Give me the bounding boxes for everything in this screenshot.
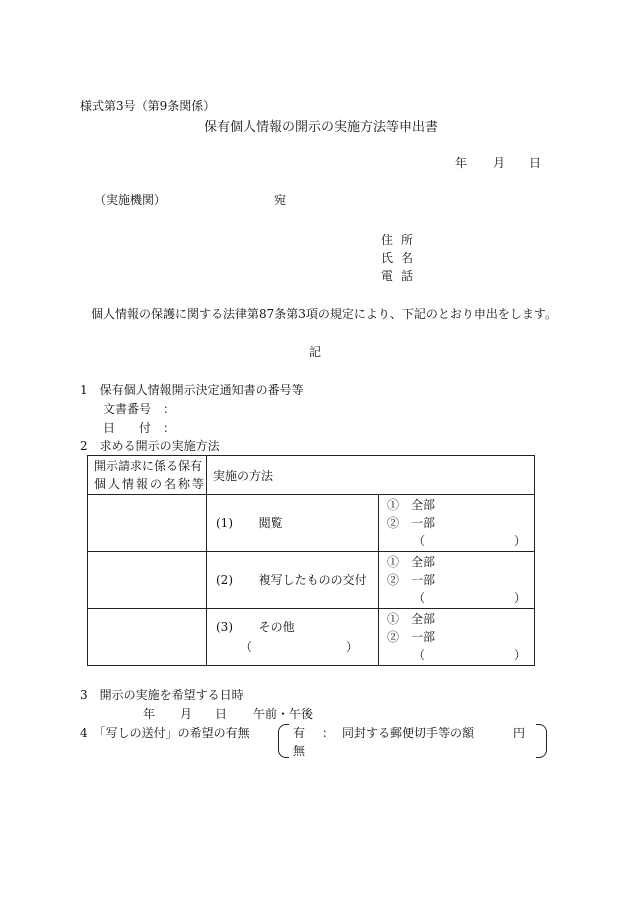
- header-info-name: 開示請求に係る保有 個人情報の名称等: [88, 456, 207, 495]
- option-part[interactable]: ② 一部: [387, 630, 436, 644]
- other-detail-field[interactable]: （ ）: [240, 640, 358, 654]
- page-title: 保有個人情報の開示の実施方法等申出書: [204, 120, 439, 135]
- date-year: 年: [455, 156, 468, 170]
- applicant-name-label: 氏名: [381, 251, 422, 265]
- option-all[interactable]: ① 全部: [387, 612, 436, 626]
- section3-day: 日: [215, 707, 228, 721]
- table-row: [88, 495, 535, 552]
- methods-table: [87, 455, 535, 666]
- part-detail-field[interactable]: （ ）: [413, 591, 527, 605]
- doc-number-label: 文書番号 ：: [103, 402, 176, 416]
- option-yes[interactable]: 有: [293, 726, 306, 740]
- table-header-row: [88, 456, 535, 495]
- right-bracket: [536, 724, 547, 758]
- applicant-phone-label: 電話: [381, 269, 422, 283]
- date-month: 月: [493, 156, 506, 170]
- recipient-agency: （実施機関）: [94, 193, 167, 207]
- applicant-address-label: 住所: [381, 233, 422, 247]
- options-cell: [379, 552, 535, 609]
- section4-heading: 4 「写しの送付」の希望の有無: [80, 726, 250, 740]
- doc-date-label: 日 付 ：: [103, 421, 176, 435]
- section3-heading: 3 開示の実施を希望する日時: [80, 688, 244, 702]
- method-cell-view: (1) 閲覧: [207, 495, 379, 552]
- method-cell-copy: (2) 複写したものの交付: [207, 552, 379, 609]
- info-name-cell[interactable]: [88, 495, 207, 552]
- option-part[interactable]: ② 一部: [387, 516, 436, 530]
- note-heading: 記: [309, 345, 322, 359]
- info-name-cell[interactable]: [88, 609, 207, 666]
- part-detail-field[interactable]: （ ）: [413, 534, 527, 548]
- yes-detail: 同封する郵便切手等の額: [342, 726, 475, 740]
- yen-unit: 円: [513, 726, 526, 740]
- table-row: [88, 609, 535, 666]
- section3-year: 年: [143, 707, 156, 721]
- part-detail-field[interactable]: （ ）: [413, 648, 527, 662]
- date-day: 日: [529, 156, 542, 170]
- option-all[interactable]: ① 全部: [387, 555, 436, 569]
- options-cell: [379, 609, 535, 666]
- section3-am-pm[interactable]: 午前・午後: [253, 707, 314, 721]
- form-number: 様式第3号（第9条関係）: [80, 99, 216, 113]
- option-no[interactable]: 無: [293, 744, 306, 758]
- method-cell-other: (3) その他 （ ）: [207, 609, 379, 666]
- left-bracket: [278, 724, 289, 758]
- header-method: 実施の方法: [207, 456, 535, 495]
- table-row: [88, 552, 535, 609]
- section1-heading: 1 保有個人情報開示決定通知書の番号等: [80, 383, 304, 397]
- option-all[interactable]: ① 全部: [387, 498, 436, 512]
- options-cell: [379, 495, 535, 552]
- section3-month: 月: [180, 707, 193, 721]
- option-part[interactable]: ② 一部: [387, 573, 436, 587]
- body-text: 個人情報の保護に関する法律第87条第3項の規定により、下記のとおり申出をします。: [91, 307, 557, 321]
- section2-heading: 2 求める開示の実施方法: [80, 439, 220, 453]
- yes-colon: ：: [322, 726, 335, 740]
- info-name-cell[interactable]: [88, 552, 207, 609]
- recipient-honorific: 宛: [274, 193, 287, 207]
